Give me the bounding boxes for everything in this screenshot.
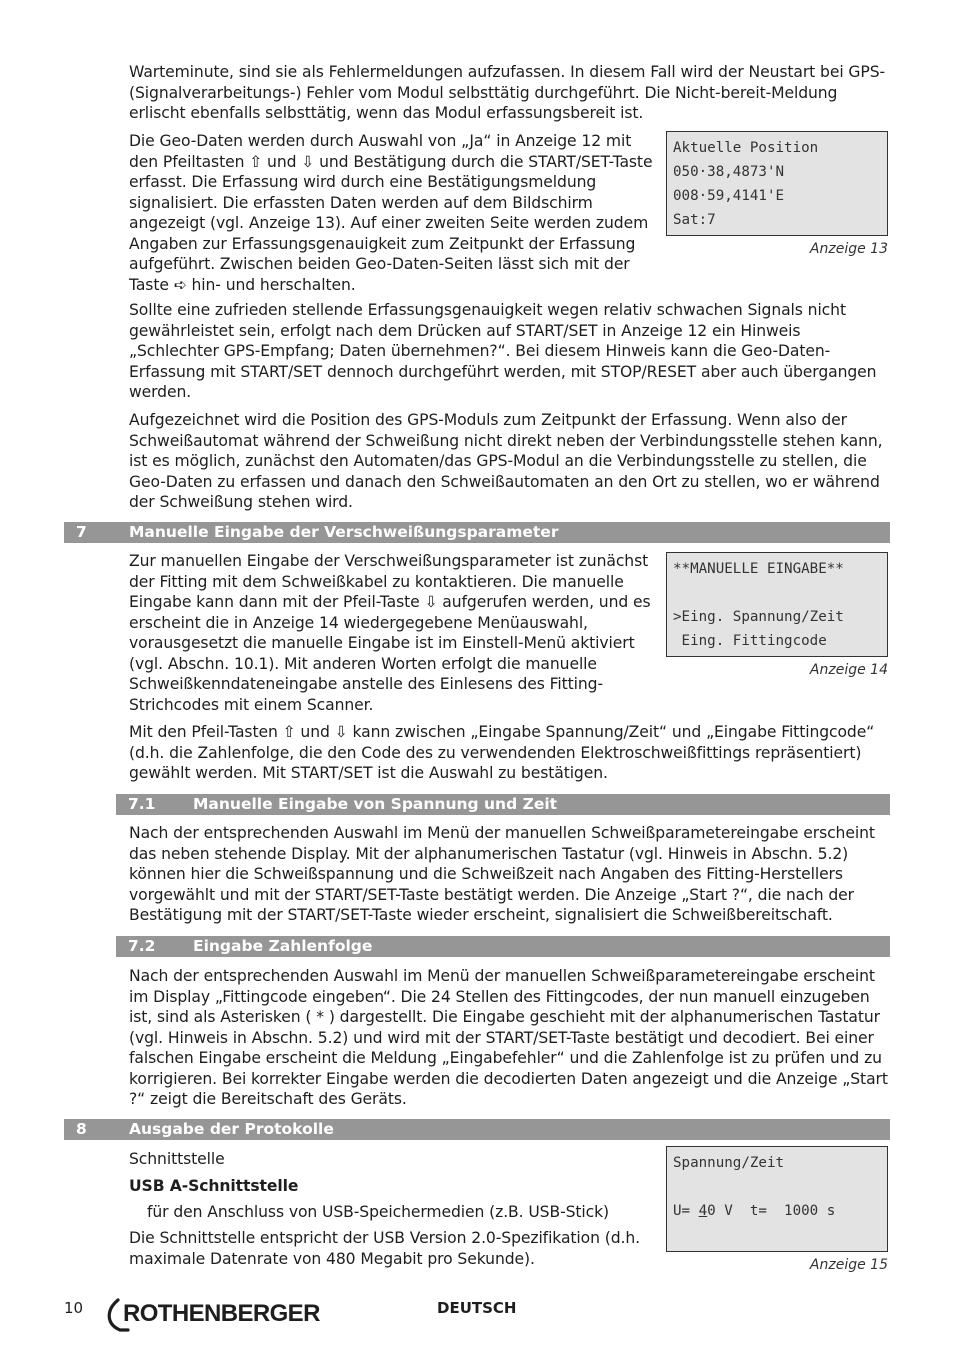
lcd-line: 050·38,4873'N: [673, 164, 785, 180]
section72-paragraph-1: Nach der entsprechenden Auswahl im Menü der manuellen Schweißparametereingabe erscheint im Display „Fittingcode eingeben“. Die 24 Stellen des Fittingcodes, der nun manuell einzugeben ist, sind als Asterisken ( * ) dargestellt. Die Eingabe geschieht mit der alphanumerischen Tastatur (vgl. Hinweis in Abschn. 5.2) und wird mit der START/SET-Taste bestätigt und decodiert. Bei einer falschen Eingabe erscheint die Meldung „Eingabefehler“ und die Zahlenfolge ist zu prüfen und zu korrigieren. Bei korrekter Eingabe werden die decodierten Daten angezeigt und die Anzeige „Start ?“ zeigt die Bereitschaft des Geräts.: [129, 967, 888, 1108]
section-number: 7: [76, 523, 87, 541]
page-number: 10: [64, 1299, 84, 1317]
section-heading-7: [64, 522, 890, 543]
lcd-line: Aktuelle Position: [673, 140, 819, 156]
lcd-line: [673, 1175, 881, 1199]
lcd-line: >Eing. Spannung/Zeit: [673, 609, 844, 625]
section8-usb-specification: Die Schnittstelle entspricht der USB Version 2.0-Spezifikation (d.h. maximale Datenrate von 480 Megabit pro Sekunde).: [129, 1229, 641, 1268]
lcd-line: [673, 1199, 881, 1223]
section-heading-7-2: [116, 936, 890, 957]
lcd-voltage-label: U=: [673, 1203, 699, 1219]
section71-paragraph-1: Nach der entsprechenden Auswahl im Menü der manuellen Schweißparametereingabe erscheint das neben stehende Display. Mit der alphanumerischen Tastatur (vgl. Hinweis in Abschn. 5.2) können hier die Schweißspannung und die Schweißzeit nach Angaben des Fitting-Herstellers vorgewählt und mit der START/SET-Taste bestätigt werden. Die Anzeige „Start ?“, die nach der Bestätigung mit der START/SET-Taste wieder erscheint, signalisiert die Schweißbereitschaft.: [129, 824, 875, 924]
section-title: Eingabe Zahlenfolge: [193, 937, 373, 955]
rothenberger-logo: [104, 1294, 354, 1334]
lcd-cursor-digit: 4: [698, 1203, 708, 1219]
intro-paragraph-2: Die Geo-Daten werden durch Auswahl von „Ja“ in Anzeige 12 mit den Pfeiltasten ⇧ und ⇩ und Bestätigung durch die START/SET-Taste erfasst. Die Erfassung wird durch eine Bestätigungsmeldung signalisiert. Die erfassten Daten werden auf dem Bildschirm angezeigt (vgl. Anzeige 13). Auf einer zweiten Seite werden zudem Angaben zur Erfassungsgenauigkeit zum Zeitpunkt der Erfassung aufgeführt. Zwischen beiden Geo-Daten-Seiten lässt sich mit der Taste ➪ hin- und herschalten.: [129, 132, 653, 294]
section8-usb-title: USB A-Schnittstelle: [129, 1177, 299, 1195]
lcd-line: Spannung/Zeit: [673, 1155, 785, 1171]
lcd-line: **MANUELLE EINGABE**: [673, 561, 844, 577]
lcd-voltage-time-value: 0 V t= 1000 s: [707, 1203, 836, 1219]
intro-paragraph-4: Aufgezeichnet wird die Position des GPS-Moduls zum Zeitpunkt der Erfassung. Wenn also der Schweißautomat während der Schweißung nicht direkt neben der Verbindungsstelle stehen kann, ist es möglich, zunächst den Automaten/das GPS-Modul an die Verbindungsstelle zu stellen, die Geo-Daten zu erfassen und danach den Schweißautomaten an den Ort zu stellen, wo er während der Schweißung stehen wird.: [129, 411, 883, 511]
section-number: 8: [76, 1120, 87, 1138]
section-title: Manuelle Eingabe der Verschweißungsparameter: [129, 523, 559, 541]
brand-wordmark: ROTHENBERGER: [123, 1300, 320, 1327]
intro-paragraph-1: Warteminute, sind sie als Fehlermeldungen aufzufassen. In diesem Fall wird der Neustart bei GPS- (Signalverarbeitungs-) Fehler vom Modul selbsttätig durchgeführt. Die Nicht-bereit-Meldung erlischt ebenfalls selbsttätig, wenn das Modul erfassungsbereit ist.: [129, 63, 886, 122]
lcd-line: 008·59,4141'E: [673, 188, 785, 204]
section7-paragraph-1: Zur manuellen Eingabe der Verschweißungsparameter ist zunächst der Fitting mit dem Schweißkabel zu kontaktieren. Die manuelle Eingabe kann dann mit der Pfeil-Taste ⇩ aufgerufen werden, und es erscheint die in Anzeige 14 wiedergegebene Menüauswahl, vorausgesetzt die manuelle Eingabe ist im Einstell-Menü aktiviert (vgl. Abschn. 10.1). Mit anderen Worten erfolgt die manuelle Schweißkenndateneingabe anstelle des Einlesens des Fitting-Strichcodes mit einem Scanner.: [129, 552, 651, 714]
section-heading-7-1: [116, 794, 890, 815]
section7-paragraph-2: Mit den Pfeil-Tasten ⇧ und ⇩ kann zwischen „Eingabe Spannung/Zeit“ und „Eingabe Fittingcode“ (d.h. die Zahlenfolge, die den Code des zu verwendenden Elektroschweißfittings repräsentiert) gewählt werden. Mit START/SET ist die Auswahl zu bestätigen.: [129, 723, 875, 782]
section-title: Ausgabe der Protokolle: [129, 1120, 334, 1138]
section-number: 7.2: [128, 937, 156, 955]
section-number: 7.1: [128, 795, 156, 813]
caption-anzeige-15: Anzeige 15: [809, 1257, 888, 1273]
lcd-line: [673, 581, 881, 605]
section-heading-8: [64, 1119, 890, 1140]
intro-paragraph-3: Sollte eine zufrieden stellende Erfassungsgenauigkeit wegen relativ schwachen Signals nicht gewährleistet sein, erfolgt nach dem Drücken auf START/SET in Anzeige 12 ein Hinweis „Schlechter GPS-Empfang; Daten übernehmen?“. Bei diesem Hinweis kann die Geo-Daten-Erfassung mit START/SET dennoch durchgeführt werden, mit STOP/RESET aber auch übergangen werden.: [129, 301, 877, 401]
section8-usb-description: für den Anschluss von USB-Speichermedien (z.B. USB-Stick): [147, 1203, 610, 1221]
caption-anzeige-13: Anzeige 13: [809, 241, 888, 257]
display-anzeige-15: [666, 1146, 888, 1252]
section-title: Manuelle Eingabe von Spannung und Zeit: [193, 795, 558, 813]
lcd-line: Eing. Fittingcode: [673, 633, 827, 649]
display-anzeige-14: [666, 552, 888, 657]
footer-language: DEUTSCH: [437, 1299, 517, 1317]
lcd-line: Sat:7: [673, 212, 716, 228]
display-anzeige-13: [666, 131, 888, 236]
caption-anzeige-14: Anzeige 14: [809, 662, 888, 678]
section8-interface-label: Schnittstelle: [129, 1150, 225, 1168]
